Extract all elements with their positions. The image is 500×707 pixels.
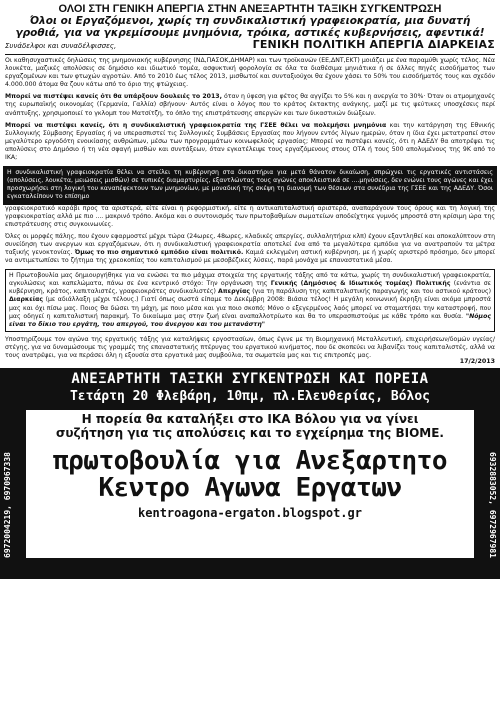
paragraph-6-tail: Καμιά εκλεγμένη αστική κυβέρνηση, με ή χωρίς αριστερό πρόσημο, δεν μπορεί να αντιμετωπίσει το ζήτημα της χρεοκοπίας του καπιταλισμού με μεσοβέζικες λύσεις, παρά μονάχα με επαναστατικά μέσα. bbox=[5, 248, 496, 265]
organization-name-2: Κεντρο Αγωνα Εργατων bbox=[98, 473, 402, 504]
paragraph-3-text: και την κατάργηση της Εθνικής Συλλογικής Σύμβασης Εργασίας ή να υπερασπιστεί τις Συλλογικές Συμβάσεις Εργασίας που λήγουν εντός λίγων ημερών, όταν η ίδια έχει μετατραπεί στον μεγαλύτερο εργοδότη ενοικίασης ανθρώπων, μέσω των προγραμμάτων κοινωφελούς εργασίας; Μπορεί να πιστέψει κανείς, ότι η ΑΔΕΔΥ θα αποτρέψει τις απολύσεις στο Δημόσιο ή τη νέα σφαγή μισθών και συντάξεων, όταν εγκατέλειψε τους εργαζόμενους στους ΟΤΑ ή τους 500 απολυμένους της 9Κ από το ΙΚΑ; bbox=[5, 121, 495, 162]
initiative-text-a: Η Πρωτοβουλία μας δημιουργήθηκε για να ενώσει τα πιο μάχιμα στοιχεία της εργατικής τάξης από τα κάτω, χωρίς τη συνδικαλιστική γραφειοκρατία, αγκυλώσεις και καπελώματα, πάνω σε ένα κεντρικό στόχο: Την οργάνωση της bbox=[9, 272, 491, 288]
march-line-2: συζήτηση για τις απολύσεις και το εγχείρημα της ΒΙΟΜΕ. bbox=[56, 426, 444, 441]
paragraph-3 bbox=[5, 122, 495, 162]
paragraph-2-bold: Μπορεί να πιστέψει κανείς ότι θα υπάρξουν δουλειές το 2013, bbox=[5, 93, 222, 101]
paragraph-3-bold: Μπορεί να πιστέψει κανείς, ότι η συνδικαλιστική γραφειοκρατία της ΓΣΕΕ θέλει να πολεμήσει μνημόνια bbox=[5, 121, 387, 129]
rally-title: ΑΝΕΞΑΡΤΗΤΗ ΤΑΞΙΚΗ ΣΥΓΚΕΝΤΡΩΣΗ ΚΑΙ ΠΟΡΕΙΑ bbox=[71, 371, 429, 388]
headline-slogan-1: Όλοι οι Εργαζόμενοι, χωρίς τη συνδικαλιστική γραφειοκρατία, μια δυνατή bbox=[29, 15, 471, 27]
paragraph-6 bbox=[5, 233, 495, 265]
initiative-text-c: (ενάντια σε κυβέρνηση, κράτος, καπιταλιστές, γραφειοκράτες συνδικαλιστές) bbox=[9, 280, 491, 296]
initiative-general: Γενικής (Δημόσιος & Ιδιωτικός τομέας) Πολιτικής bbox=[270, 280, 451, 288]
initiative-strike: Απεργίας bbox=[217, 288, 251, 296]
divider bbox=[5, 54, 495, 55]
phones-left: 6972004219, 6970967338 bbox=[3, 452, 12, 559]
initiative-quote: "Νόμος είναι το δίκιο του εργάτη, του απεργού, του άνεργου και του μετανάστη" bbox=[9, 312, 491, 328]
leaflet-page bbox=[5, 3, 495, 703]
initiative-box bbox=[5, 269, 495, 332]
paragraph-5: γραφειοκρατικό καράβι προς τα αριστερά, είτε είναι η ρεφορμιστική, είτε η αντικαπιταλιστική αριστερά, αναπαράγουν τους όρους και τη λογική της γραφειοκρατίας αλλά με πιο .... μακρινό τρόπο. Ακόμα και ο συντονισμός των πρωτοβαθμίων σωματείων αποδείχτηκε γυμνός μπροστά στη κρίσιμη ώρα της επιστράτευσης στις συγκοινωνίες. bbox=[5, 204, 496, 228]
footer-banner bbox=[0, 368, 500, 579]
greeting-row bbox=[5, 39, 495, 51]
general-strike-title: ΓΕΝΙΚΗ ΠΟΛΙΤΙΚΗ ΑΠΕΡΓΙΑ ΔΙΑΡΚΕΙΑΣ bbox=[252, 38, 495, 51]
initiative-duration: Διαρκείας bbox=[9, 296, 44, 304]
blog-link[interactable]: kentroagona-ergaton.blogspot.gr bbox=[138, 506, 362, 521]
paragraph-2-text: όταν η ύφεση για φέτος θα αγγίζει το 5% και η ανεργία το 30%· Όταν οι ατμομηχανές της ευρωπαϊκής οικονομίας (Γερμανία, Γαλλία) σβήνουν· Αυτός είναι ο λόγος που το κράτος έκτακτης ανάγκης, μαζί με τις ψεύτικες υποσχέσεις περί ανάπτυξης, χρησιμοποιεί το γκλομπ του Ματσίτζη, το όπλο της επιστράτευσης απεργών και των δικαστικών διώξεων. bbox=[5, 93, 495, 117]
paragraph-6-bold: Όμως το πιο σημαντικό εμπόδιο είναι πολιτικό. bbox=[74, 248, 244, 256]
march-line-1: Η πορεία θα καταλήξει στο ΙΚΑ Βόλου για να γίνει bbox=[81, 412, 419, 427]
organization-name-1: πρωτοβουλία για Ανεξαρτητο bbox=[53, 446, 447, 477]
greeting: Συνάδελφοι και συναδέλφισσες, bbox=[5, 42, 117, 50]
headline-strike: ΟΛΟΙ ΣΤΗ ΓΕΝΙΚΗ ΑΠΕΡΓΙΑ ΣΤΗΝ ΑΝΕΞΑΡΤΗΤΗ ΤΑΞΙΚΗ ΣΥΓΚΕΝΤΡΩΣΗ bbox=[58, 3, 442, 15]
phones-right: 6932883052, 6972967981 bbox=[488, 452, 497, 559]
paragraph-6-text: Όλες οι μορφές πάλης, που έχουν εφαρμοστεί μέχρι τώρα (24ωρες, 48ωρες, κλαδικές απεργίες, συλλαλητήρια κλπ) έχουν εξαντληθεί και αποκαλύπτουν στη συνείδηση των ανεργων και εργαζόμενων, ότι η συνδικαλιστική γραφειοκρατία αποτελεί ένα από τα μεγαλύτερα εμπόδια για να ανατραπούν τα μέτρα ταξικής γενοκτονίας. bbox=[5, 232, 495, 256]
initiative-text-e: (για τη παράλυση της καπιταλιστικής παραγωγής και του αστικού κράτους) bbox=[250, 288, 492, 296]
paragraph-8: Υποστηρίζουμε τον αγώνα της εργατικής τάξης για καταλήψεις εργοστασίων, όπως έγινε με τη Βιομηχανική Μεταλλευτική, επιχειρήσεων/δομών υγείας/στέγης, για να δυναμώσουμε τις γραμμές της επαναστατικής πτέρυγας του εργατικού κινήματος, που δε σκοπεύει να λιβανίζει τους καπιταλιστές, αλλά να τους ανατρέψει, για να περάσει όλη η εξουσία στα εργατικά μας συμβούλια, τα σωματεία μας και τις επιτροπές μας. bbox=[5, 335, 495, 359]
headline-slogan-2: γροθιά, για να γκρεμίσουμε μνημόνια, τρόικα, αστικές κυβερνήσεις, αφεντικά! bbox=[15, 27, 485, 39]
date: 17/2/2013 bbox=[459, 358, 495, 366]
rally-time-place: Τετάρτη 20 Φλεβάρη, 10πμ, πλ.Ελευθερίας, Βόλος bbox=[69, 389, 431, 405]
paragraph-1: Οι καθησυχαστικές δηλώσεις της μνημονιακής κυβέρνησης (ΝΔ,ΠΑΣΟΚ,ΔΗΜΑΡ) και των τροϊκανών (ΕΕ,ΔΝΤ,ΕΚΤ) μοιάζει με ένα παραμύθι χωρίς τέλος. Νέα λουκέτα, μαζικές απολύσεις σε δημόσιο και ιδιωτικό τομέα, ασφυκτική φορολογία σε όλα τα διαθέσιμα μηνιάτικα ή σε άλλες πηγές εισοδήματος των εργαζομένων και των φτωχών αγροτών. Από το 2010 έως τέλος 2013, μισθωτοί και συνταξιούχοι θα έχουν χάσει το 50% του εισοδήματός τους και σχεδόν 4.000.000 άτομα θα ζουν κάτω από το όριο της φτώχειας. bbox=[5, 57, 495, 89]
paragraph-4-highlight: Η συνδικαλιστική γραφειοκρατία θέλει να στείλει τη κυβέρνηση στα δικαστήρια για μετά θάνατον δικαίωση, σπρώχνει τις εργατικές αντιστάσεις (απολύσεις, λουκέτα, μειώσεις μισθών) σε τυπικές διαμαρτυρίες, εξαντλώντας τους αγώνες αποκλειστικά σε ....μηνύσεις, δεν ενώνει τους αγώνες και έχει προσχωρήσει στη λογική του καναπέφεκτουν των μνημονίων, με μοναδική της σκέψη τη διανομή των θέσεων στα συνέδρια της ΓΣΕΕ και της ΑΔΕΔΥ. Όσοι εγκαταλείπουν το επίσημο bbox=[3, 166, 497, 204]
march-box bbox=[26, 410, 474, 558]
paragraph-2 bbox=[5, 93, 495, 117]
initiative-text-g: (με αδιάλλαξη μέχρι τέλους.) Γιατί όπως σωστά είπαμε το Δεκέμβρη 2008: Βιάσια τέλος! Η μεγάλη κοινωνική έκρηξη είναι ακόμα μπροστά μας και όχι πίσω μας. Ποιος θα δώσει τη μάχη, με ποιο μέσα και για ποιο σκοπό; Μόνο ο εξεγερμένος λαός μπορεί να σταματήσει την καταστροφή, που μας οδηγεί η καπιταλιστική παρακμή. Το δικαίωμα μας στην ζωή είναι αναπαλλοτρίωτο και θα το υπερασπιστούμε με κάθε τρόπο και θυσία. bbox=[9, 296, 491, 320]
